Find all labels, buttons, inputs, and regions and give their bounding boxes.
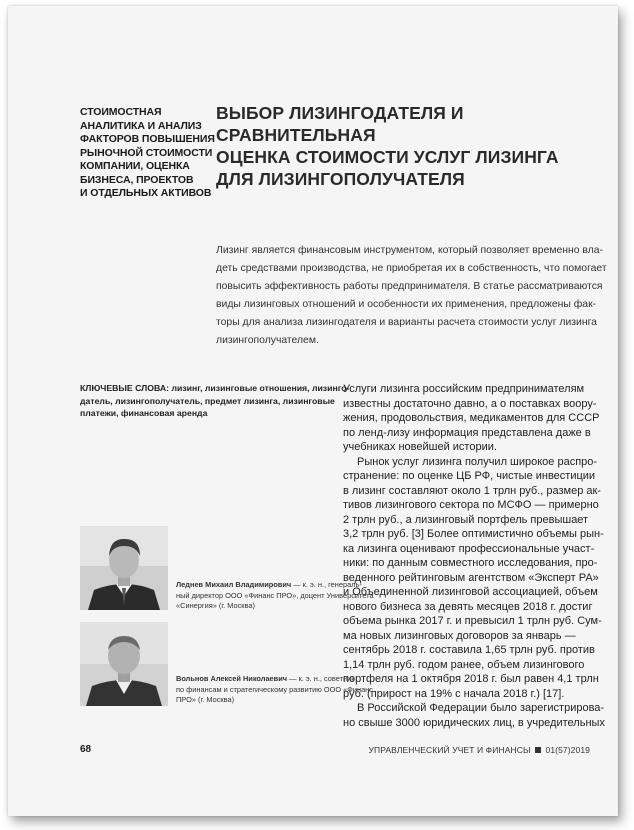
body-line: жения, продовольствия, медикаментов для СССР <box>343 412 600 424</box>
body-line: но свыше 3000 юридических лиц, в учредительных <box>343 716 605 729</box>
keywords-line: КЛЮЧЕВЫЕ СЛОВА: лизинг, лизинговые отношения, лизинго- <box>80 383 350 393</box>
body-line: нового бизнеса за девять месяцев 2018 г. достиг <box>343 600 593 613</box>
running-footer <box>368 745 590 755</box>
body-line: Рынок услуг лизинга получил широкое распро- <box>357 455 598 468</box>
rubric-line: КОМПАНИИ, ОЦЕНКА <box>80 160 190 172</box>
author-line <box>176 674 355 685</box>
author-line: ный директор ООО «Финанс ПРО», доцент Университета <box>176 590 374 600</box>
keywords-line: платежи, финансовая аренда <box>80 408 208 418</box>
body-line: руб. (прирост на 19% с начала 2018 г.) [17]. <box>343 687 565 700</box>
body-line: учебниках новейшей истории. <box>343 441 497 453</box>
article-title <box>216 102 596 190</box>
rubric-line: СТОИМОСТНАЯ <box>80 106 162 118</box>
rubric-line: БИЗНЕСА, ПРОЕКТОВ <box>80 173 194 186</box>
author-name: Леднев Михаил Владимирович <box>176 580 292 589</box>
body-line: 2 трлн руб., а лизинговый портфель превышает <box>343 513 589 526</box>
title-line: ДЛЯ ЛИЗИНГОПОЛУЧАТЕЛЯ <box>216 169 465 189</box>
square-separator-icon <box>535 747 541 753</box>
body-line: веденного рейтинговым агентством «Эксперт РА» <box>343 571 599 584</box>
body-line: и Объединенной лизинговой ассоциацией, объем <box>343 586 598 598</box>
body-line: объема рынка 2017 г. и превысил 1 трлн руб. Сум- <box>343 615 602 627</box>
body-line: по ленд-лизу информация представлена даже в <box>343 426 591 439</box>
title-line: ОЦЕНКА СТОИМОСТИ УСЛУГ ЛИЗИНГА <box>216 147 559 167</box>
abstract-line: торы для анализа лизингодателя и варианты расчета стоимости услуг лизинга <box>216 317 597 328</box>
author-line: по финансам и стратегическому развитию ООО «Финанс <box>176 684 373 694</box>
journal-page <box>8 6 618 816</box>
author-info <box>176 580 374 612</box>
paragraph <box>343 455 604 702</box>
author-line <box>176 580 362 591</box>
abstract-line: лизингополучателем. <box>216 335 319 346</box>
author-info <box>176 674 373 706</box>
body-line: в лизинг составляют около 1 трлн руб., размер ак- <box>343 484 601 497</box>
body-line: В Российской Федерации было зарегистрирова- <box>357 702 605 714</box>
body-line: тивов лизингового сектора по МСФО — примерно <box>343 499 599 511</box>
rubric-line: АНАЛИТИКА И АНАЛИЗ <box>80 119 202 132</box>
paragraph <box>343 382 601 455</box>
body-line: известны достаточно давно, а о поставках воору- <box>343 397 597 410</box>
body-line: странение: по оценке ЦБ РФ, чистые инвестиции <box>343 470 596 482</box>
abstract-line: деть средствами производства, не приобретая их в собственность, что помогает <box>216 263 607 274</box>
body-line: ники: по данным совместного исследования, про- <box>343 557 598 569</box>
body-line: портфеля на 1 октября 2018 г. был равен 4,1 трлн <box>343 673 599 685</box>
abstract-line: повысить эффективность работы предпринимателя. В статье рассматриваются <box>216 281 603 292</box>
rubric-line: РЫНОЧНОЙ СТОИМОСТИ <box>80 146 213 159</box>
keywords-line: датель, лизингополучатель, предмет лизинга, лизинговые <box>80 395 335 406</box>
issue-number: 01(57)2019 <box>545 745 590 755</box>
rubric-line: ФАКТОРОВ ПОВЫШЕНИЯ <box>80 133 215 145</box>
author-name: Вольнов Алексей Николаевич <box>176 674 288 683</box>
author-line: «Синергия» (г. Москва) <box>176 601 255 610</box>
abstract-line: Лизинг является финансовым инструментом, который позволяет временно вла- <box>216 245 604 256</box>
abstract-line: виды лизинговых отношений и особенности их применения, предложены фак- <box>216 299 597 310</box>
page-number: 68 <box>80 744 92 755</box>
body-text <box>343 382 605 730</box>
body-line: Услуги лизинга российским предпринимателям <box>343 383 585 395</box>
keywords <box>80 382 350 420</box>
body-line: 1,14 трлн руб. годом ранее, объем лизингового <box>343 658 585 671</box>
section-rubric <box>80 106 220 201</box>
body-line: 3,2 трлн руб. [3] Более оптимистично объемы рын- <box>343 528 604 540</box>
author-line: ПРО» (г. Москва) <box>176 695 235 704</box>
journal-name: УПРАВЛЕНЧЕСКИЙ УЧЕТ И ФИНАНСЫ <box>368 745 531 755</box>
body-line: ка лизинга оценивают профессиональные участ- <box>343 542 595 555</box>
paragraph <box>343 701 605 730</box>
author-photo <box>80 526 168 610</box>
author-photo <box>80 622 168 706</box>
author-degree: — к. э. н., советник <box>287 674 355 683</box>
body-line: сентябрь 2018 г. составила 1,65 трлн руб. против <box>343 644 595 656</box>
rubric-line: И ОТДЕЛЬНЫХ АКТИВОВ <box>80 187 212 199</box>
author-degree: — к. э. н., генераль- <box>291 580 362 589</box>
body-line: ма новых лизинговых договоров за январь — <box>343 629 576 642</box>
abstract <box>216 242 607 350</box>
title-line: ВЫБОР ЛИЗИНГОДАТЕЛЯ И СРАВНИТЕЛЬНАЯ <box>216 103 464 145</box>
